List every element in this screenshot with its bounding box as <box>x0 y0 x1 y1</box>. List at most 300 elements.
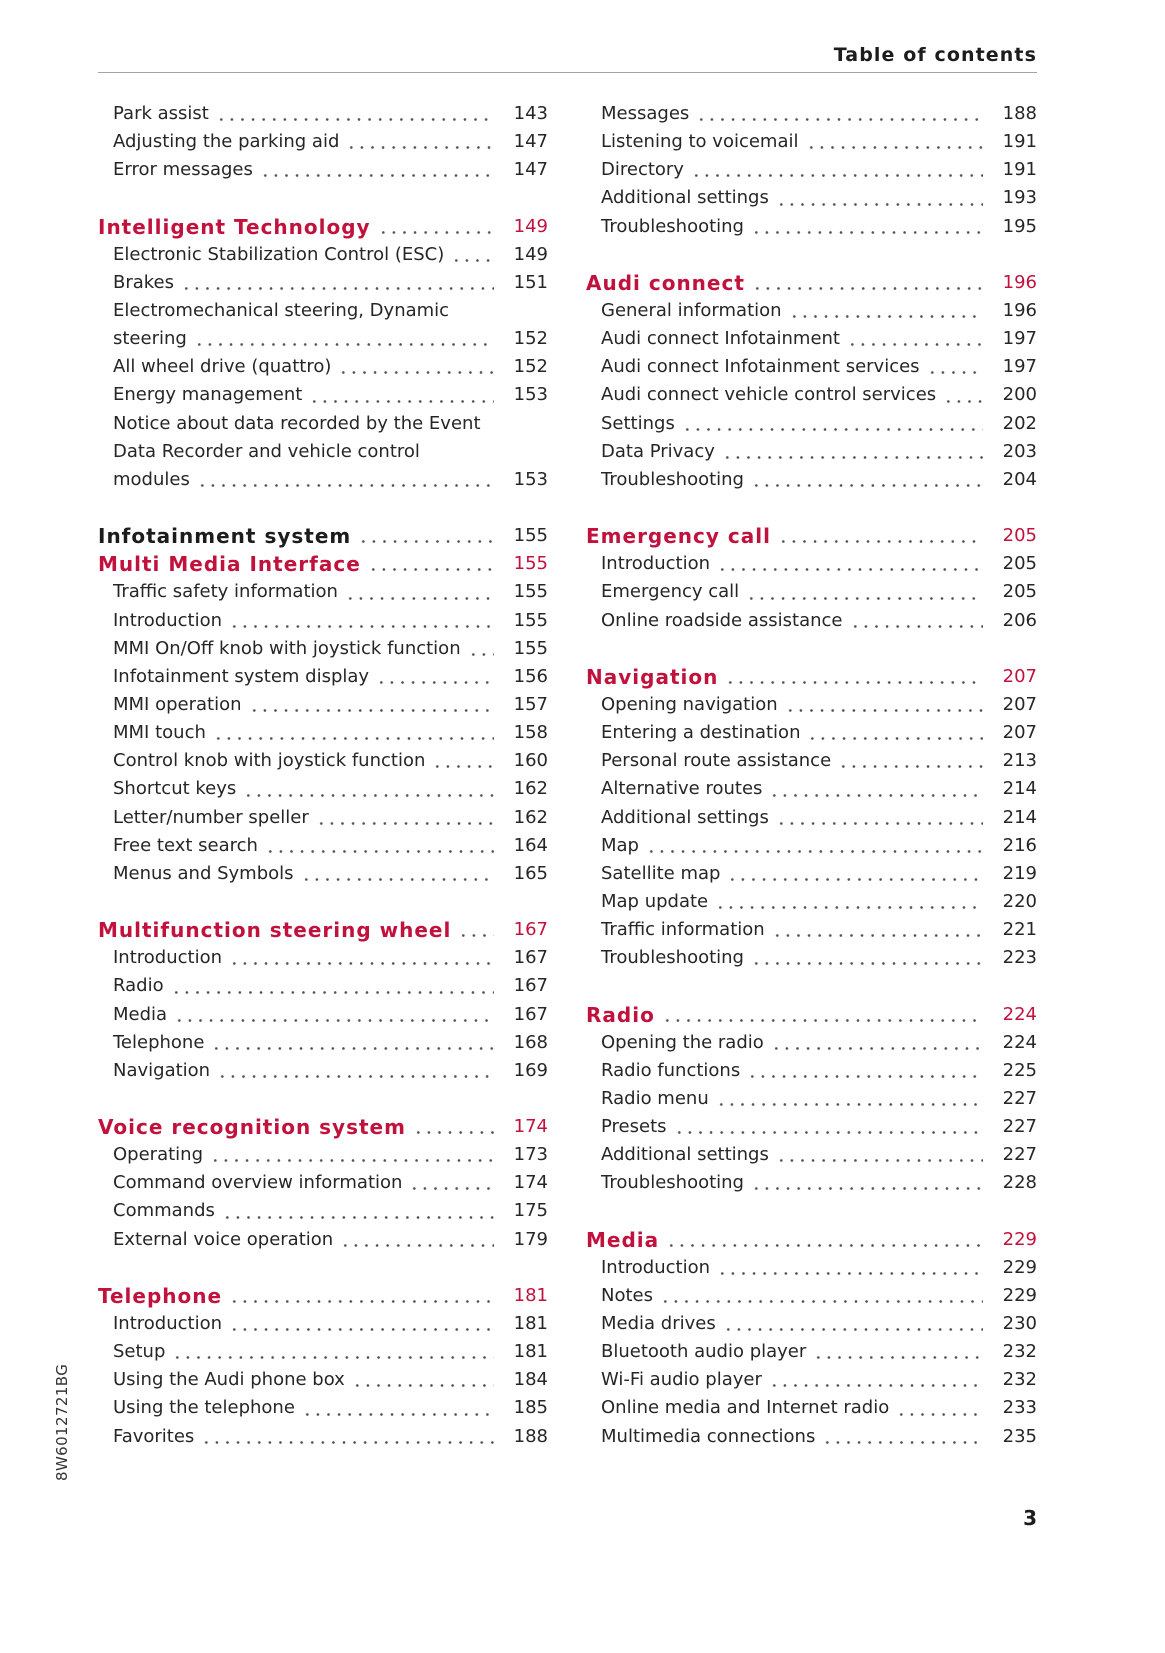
toc-section-heading <box>586 663 1037 691</box>
toc-entry <box>98 719 548 747</box>
toc-entry <box>98 1169 548 1197</box>
toc-entry-page: 232 <box>1002 1369 1037 1391</box>
toc-entry-page: 228 <box>1002 1172 1037 1194</box>
toc-entry <box>98 944 548 972</box>
toc-section-heading <box>586 1001 1037 1029</box>
toc-entry-title: Messages <box>601 103 690 124</box>
dot-leader <box>201 1441 494 1444</box>
toc-section-heading-title: Multifunction steering wheel <box>98 918 452 943</box>
toc-entry-title: MMI touch <box>113 722 206 744</box>
toc-entry-page: 196 <box>1002 299 1037 321</box>
toc-entry-title: All wheel drive (quattro) <box>113 356 332 378</box>
toc-section-heading-page: 224 <box>1002 1003 1037 1025</box>
toc-entry-page: 220 <box>1002 890 1037 912</box>
toc-entry-page: 204 <box>1002 468 1037 490</box>
dot-leader <box>229 1328 494 1331</box>
dot-leader <box>249 709 494 712</box>
toc-group <box>98 1282 548 1451</box>
toc-entry-title: Media drives <box>601 1313 716 1335</box>
toc-entry-title: Command overview information <box>113 1172 403 1194</box>
toc-entry-page: 151 <box>513 271 548 293</box>
toc-entry-page: 147 <box>513 131 548 153</box>
toc-group <box>586 663 1037 973</box>
toc-entry-title: Audi connect Infotainment services <box>601 356 920 378</box>
toc-section-heading <box>586 1226 1037 1254</box>
toc-entry-page: 207 <box>1002 722 1037 744</box>
dot-leader <box>943 400 983 403</box>
toc-entry-title: Infotainment system display <box>113 665 370 687</box>
toc-entry <box>98 804 548 832</box>
toc-entry-page: 169 <box>513 1059 548 1081</box>
toc-entry <box>586 1338 1037 1366</box>
toc-entry <box>586 1029 1037 1057</box>
toc-entry <box>586 860 1037 888</box>
toc-entry-title: Presets <box>601 1116 667 1138</box>
toc-section-heading-title: Multi Media Interface <box>98 552 361 577</box>
toc-entry-page: 214 <box>1002 806 1037 828</box>
toc-entry-page: 227 <box>1002 1116 1037 1138</box>
toc-entry-title: Setup <box>113 1341 166 1363</box>
dot-leader <box>174 1019 494 1022</box>
toc-entry <box>586 1394 1037 1422</box>
toc-entry-title: Entering a destination <box>601 722 801 744</box>
toc-entry-page: 165 <box>513 862 548 884</box>
dot-leader <box>725 681 983 684</box>
toc-entry-title: Menus and Symbols <box>113 862 294 884</box>
toc-entry-page: 162 <box>513 778 548 800</box>
dot-leader <box>260 174 494 177</box>
toc-entry-page: 225 <box>1002 1059 1037 1081</box>
toc-entry-line-title: Electromechanical steering, Dynamic <box>113 299 450 321</box>
toc-entry-title: Map update <box>601 890 709 912</box>
dot-leader <box>896 1413 983 1416</box>
toc-entry-line <box>98 297 548 325</box>
toc-entry <box>586 550 1037 578</box>
dot-leader <box>751 231 983 234</box>
toc-section-heading-page: 181 <box>513 1284 548 1306</box>
toc-entry-page: 167 <box>513 947 548 969</box>
dot-leader <box>807 737 983 740</box>
toc-entry <box>98 578 548 606</box>
toc-entry-page: 205 <box>1002 581 1037 603</box>
toc-entry <box>586 775 1037 803</box>
page-number: 3 <box>1023 1506 1037 1530</box>
dot-leader <box>722 456 983 459</box>
toc-entry <box>98 691 548 719</box>
toc-entry <box>98 747 548 775</box>
toc-entry-title: Brakes <box>113 271 175 293</box>
toc-group <box>98 213 548 494</box>
toc-entry <box>98 1310 548 1338</box>
dot-leader <box>229 1300 494 1303</box>
toc-entry <box>98 1029 548 1057</box>
toc-entry-page: 188 <box>1002 103 1037 124</box>
toc-entry <box>586 888 1037 916</box>
toc-entry-page: 179 <box>513 1228 548 1250</box>
toc-entry-title: Online media and Internet radio <box>601 1397 890 1419</box>
toc-entry-page: 191 <box>1002 131 1037 153</box>
toc-entry <box>586 184 1037 212</box>
toc-entry-title: Listening to voicemail <box>601 131 799 153</box>
toc-entry-title: Introduction <box>601 553 711 575</box>
toc-entry-page: 200 <box>1002 384 1037 406</box>
toc-entry-title: Audi connect vehicle control services <box>601 384 937 406</box>
toc-entry-title: Troubleshooting <box>601 468 744 490</box>
toc-entry-title: External voice operation <box>113 1228 334 1250</box>
dot-leader <box>340 1244 494 1247</box>
toc-entry <box>98 381 548 409</box>
toc-entry-page: 223 <box>1002 947 1037 969</box>
dot-leader <box>301 878 494 881</box>
toc-section-heading-page: 229 <box>1002 1228 1037 1250</box>
toc-section-heading-title: Media <box>586 1227 660 1252</box>
dot-leader <box>769 1384 983 1387</box>
dot-leader <box>216 118 494 121</box>
toc-entry-title: Data Privacy <box>601 440 715 462</box>
toc-entry-title: Bluetooth audio player <box>601 1341 807 1363</box>
toc-section-heading-title: Navigation <box>586 664 719 689</box>
toc-entry <box>586 832 1037 860</box>
toc-entry-title: Settings <box>601 412 675 434</box>
toc-entry-page: 206 <box>1002 609 1037 631</box>
dot-leader <box>715 906 983 909</box>
toc-entry-page: 232 <box>1002 1341 1037 1363</box>
dot-leader <box>316 822 494 825</box>
dot-leader <box>358 540 494 543</box>
dot-leader <box>352 1384 494 1387</box>
toc-entry-title: Electronic Stabilization Control (ESC) <box>113 243 445 265</box>
toc-entry <box>98 832 548 860</box>
toc-entry-title: Online roadside assistance <box>601 609 843 631</box>
toc-entry-page: 202 <box>1002 412 1037 434</box>
toc-entry-title: Audi connect Infotainment <box>601 328 840 350</box>
dot-leader <box>468 653 494 656</box>
toc-entry-title: Troubleshooting <box>601 1172 744 1194</box>
toc-entry-page: 167 <box>513 975 548 997</box>
toc-entry <box>98 775 548 803</box>
toc-entry <box>586 719 1037 747</box>
toc-entry <box>586 944 1037 972</box>
toc-entry-title: Navigation <box>113 1059 211 1081</box>
toc-entry-title: Adjusting the parking aid <box>113 131 340 153</box>
toc-entry-line <box>98 438 548 466</box>
toc-entry-page: 219 <box>1002 862 1037 884</box>
toc-entry-page: 143 <box>513 103 548 124</box>
dot-leader <box>171 991 494 994</box>
toc-group <box>586 100 1037 241</box>
toc-entry-page: 167 <box>513 1003 548 1025</box>
dot-leader <box>751 962 983 965</box>
toc-entry-title: Introduction <box>601 1256 711 1278</box>
toc-section-heading <box>98 1282 548 1310</box>
toc-entry-title: Control knob with joystick function <box>113 750 426 772</box>
toc-entry-page: 149 <box>513 243 548 265</box>
toc-entry-title: Shortcut keys <box>113 778 237 800</box>
dot-leader <box>927 371 983 374</box>
toc-entry <box>98 607 548 635</box>
toc-group <box>98 100 548 184</box>
toc-entry-title: Using the telephone <box>113 1397 295 1419</box>
toc-entry <box>586 100 1037 128</box>
dot-leader <box>813 1356 983 1359</box>
dot-leader <box>378 231 494 234</box>
header-divider <box>98 72 1037 73</box>
toc-entry-title: Alternative routes <box>601 778 763 800</box>
toc-entry-title: Satellite map <box>601 862 721 884</box>
toc-entry-page: 184 <box>513 1369 548 1391</box>
dot-leader <box>413 1131 494 1134</box>
dot-leader <box>432 765 494 768</box>
toc-section-heading-title: Audi connect <box>586 270 745 295</box>
toc-entry-page: 188 <box>513 1425 548 1447</box>
dot-leader <box>746 597 983 600</box>
dot-leader <box>747 1075 983 1078</box>
toc-entry <box>586 1254 1037 1282</box>
toc-group <box>586 522 1037 635</box>
dot-leader <box>345 597 494 600</box>
toc-entry-page: 185 <box>513 1397 548 1419</box>
toc-group <box>98 916 548 1085</box>
toc-entry <box>586 156 1037 184</box>
toc-entry-page: 181 <box>513 1313 548 1335</box>
toc-entry <box>98 466 548 494</box>
toc-entry-title: Personal route assistance <box>601 750 832 772</box>
toc-entry-page: 214 <box>1002 778 1037 800</box>
dot-leader <box>771 1047 983 1050</box>
toc-section-heading-title: Radio <box>586 1002 655 1027</box>
toc-entry <box>98 1057 548 1085</box>
toc-section-heading-page: 196 <box>1002 271 1037 293</box>
toc-entry-page: 213 <box>1002 750 1037 772</box>
dot-leader <box>806 146 984 149</box>
toc-entry-page: 229 <box>1002 1284 1037 1306</box>
toc-entry-page: 216 <box>1002 834 1037 856</box>
toc-entry-page: 181 <box>513 1341 548 1363</box>
toc-chapter-heading-title: Infotainment system <box>98 524 352 549</box>
toc-entry-title: Notes <box>601 1284 653 1306</box>
dot-leader <box>666 1244 983 1247</box>
toc-entry <box>586 578 1037 606</box>
toc-entry <box>98 269 548 297</box>
toc-entry-page: 153 <box>513 384 548 406</box>
dot-leader <box>776 203 983 206</box>
dot-leader <box>850 625 984 628</box>
toc-entry <box>586 747 1037 775</box>
toc-entry <box>98 1394 548 1422</box>
dot-leader <box>691 174 983 177</box>
dot-leader <box>409 1187 494 1190</box>
dot-leader <box>213 737 494 740</box>
dot-leader <box>338 371 494 374</box>
toc-entry <box>98 156 548 184</box>
toc-entry <box>98 1366 548 1394</box>
toc-group <box>586 1001 1037 1198</box>
dot-leader <box>696 118 983 121</box>
dot-leader <box>243 794 494 797</box>
toc-entry-line-title: Data Recorder and vehicle control <box>113 440 420 462</box>
dot-leader <box>716 1103 983 1106</box>
toc-entry-title: Troubleshooting <box>601 215 744 237</box>
toc-entry <box>586 691 1037 719</box>
toc-entry <box>98 1141 548 1169</box>
toc-entry-page: 191 <box>1002 159 1037 181</box>
toc-group <box>586 269 1037 494</box>
toc-entry-page: 207 <box>1002 693 1037 715</box>
toc-entry-title: Introduction <box>113 947 223 969</box>
toc-section-heading-page: 149 <box>513 215 548 237</box>
dot-leader <box>752 287 983 290</box>
toc-entry <box>586 916 1037 944</box>
toc-entry-title: Map <box>601 834 639 856</box>
toc-entry <box>586 1141 1037 1169</box>
document-code: 8W6012721BG <box>53 1363 71 1481</box>
toc-entry <box>586 353 1037 381</box>
toc-entry-page: 152 <box>513 356 548 378</box>
toc-entry-title: Radio menu <box>601 1087 709 1109</box>
toc-entry-page: 155 <box>513 637 548 659</box>
toc-entry <box>98 1226 548 1254</box>
toc-section-heading <box>586 522 1037 550</box>
dot-leader <box>674 1131 983 1134</box>
toc-entry-title: Traffic safety information <box>113 581 338 603</box>
toc-entry <box>98 663 548 691</box>
dot-leader <box>376 681 494 684</box>
toc-entry-page: 197 <box>1002 356 1037 378</box>
toc-entry-title: MMI On/Off knob with joystick function <box>113 637 461 659</box>
toc-chapter-heading <box>98 522 548 550</box>
dot-leader <box>662 1019 983 1022</box>
toc-entry-page: 158 <box>513 722 548 744</box>
toc-entry-page: 160 <box>513 750 548 772</box>
toc-entry <box>98 1001 548 1029</box>
toc-entry <box>98 1338 548 1366</box>
toc-entry-title: Radio <box>113 975 164 997</box>
dot-leader <box>723 1328 983 1331</box>
toc-entry-page: 227 <box>1002 1144 1037 1166</box>
toc-entry-title: Traffic information <box>601 919 765 941</box>
toc-entry <box>586 213 1037 241</box>
toc-section-heading <box>586 269 1037 297</box>
dot-leader <box>458 934 494 937</box>
toc-entry-page: 193 <box>1002 187 1037 209</box>
dot-leader <box>211 1047 494 1050</box>
toc-entry <box>586 1113 1037 1141</box>
toc-section-heading-page: 207 <box>1002 665 1037 687</box>
toc-entry <box>98 353 548 381</box>
toc-entry-page: 221 <box>1002 919 1037 941</box>
toc-entry <box>98 100 548 128</box>
toc-entry <box>586 297 1037 325</box>
toc-entry-title: modules <box>113 468 190 490</box>
dot-leader <box>194 343 494 346</box>
toc-entry <box>98 1423 548 1451</box>
dot-leader <box>660 1300 983 1303</box>
toc-entry-title: Troubleshooting <box>601 947 744 969</box>
toc-entry-page: 227 <box>1002 1087 1037 1109</box>
dot-leader <box>776 822 983 825</box>
toc-entry-page: 156 <box>513 665 548 687</box>
toc-entry-title: Commands <box>113 1200 215 1222</box>
toc-entry <box>586 466 1037 494</box>
toc-entry-title: Error messages <box>113 159 253 181</box>
toc-column-right <box>586 100 1037 1451</box>
toc-entry-title: General information <box>601 299 782 321</box>
toc-entry-page: 230 <box>1002 1313 1037 1335</box>
toc-entry-page: 175 <box>513 1200 548 1222</box>
toc-entry-title: steering <box>113 328 187 350</box>
dot-leader <box>222 1216 494 1219</box>
toc-entry-title: Park assist <box>113 103 209 124</box>
toc-entry-title: MMI operation <box>113 693 242 715</box>
toc-group <box>586 1226 1037 1451</box>
toc-entry-title: Opening navigation <box>601 693 778 715</box>
dot-leader <box>172 1356 494 1359</box>
dot-leader <box>229 962 494 965</box>
dot-leader <box>217 1075 494 1078</box>
toc-section-heading-page: 167 <box>513 919 548 941</box>
dot-leader <box>181 287 494 290</box>
toc-group <box>98 1113 548 1254</box>
toc-entry <box>586 410 1037 438</box>
toc-section-heading <box>98 1113 548 1141</box>
dot-leader <box>822 1441 983 1444</box>
dot-leader <box>751 1187 983 1190</box>
dot-leader <box>646 850 983 853</box>
dot-leader <box>717 568 983 571</box>
dot-leader <box>346 146 494 149</box>
toc-entry <box>586 128 1037 156</box>
toc-entry-title: Letter/number speller <box>113 806 309 828</box>
toc-entry <box>586 1423 1037 1451</box>
toc-entry-page: 229 <box>1002 1256 1037 1278</box>
toc-entry <box>98 635 548 663</box>
toc-section-heading-title: Telephone <box>98 1283 223 1308</box>
toc-entry-title: Introduction <box>113 609 223 631</box>
toc-section-heading-title: Intelligent Technology <box>98 214 371 239</box>
toc-entry-title: Favorites <box>113 1425 195 1447</box>
toc-entry-page: 155 <box>513 581 548 603</box>
toc-entry-title: Additional settings <box>601 1144 769 1166</box>
page-header-title: Table of contents <box>833 44 1037 66</box>
dot-leader <box>309 400 494 403</box>
toc-entry <box>586 1310 1037 1338</box>
toc-section-heading-page: 155 <box>513 553 548 575</box>
toc-section-heading-page: 174 <box>513 1116 548 1138</box>
dot-leader <box>789 315 983 318</box>
dot-leader <box>769 794 983 797</box>
toc-entry <box>98 241 548 269</box>
toc-entry-title: Directory <box>601 159 684 181</box>
dot-leader <box>847 343 983 346</box>
toc-entry-title: Media <box>113 1003 168 1025</box>
toc-entry-page: 147 <box>513 159 548 181</box>
toc-entry-title: Energy management <box>113 384 303 406</box>
dot-leader <box>210 1159 494 1162</box>
toc-entry-title: Operating <box>113 1144 203 1166</box>
toc-entry-page: 205 <box>1002 553 1037 575</box>
toc-entry-page: 155 <box>513 609 548 631</box>
dot-leader <box>682 428 983 431</box>
dot-leader <box>751 484 983 487</box>
dot-leader <box>838 765 983 768</box>
toc-entry <box>586 1282 1037 1310</box>
toc-entry-page: 195 <box>1002 215 1037 237</box>
toc-entry-page: 233 <box>1002 1397 1037 1419</box>
toc-entry-page: 157 <box>513 693 548 715</box>
toc-entry-line <box>98 410 548 438</box>
toc-entry <box>586 381 1037 409</box>
toc-entry-page: 152 <box>513 328 548 350</box>
